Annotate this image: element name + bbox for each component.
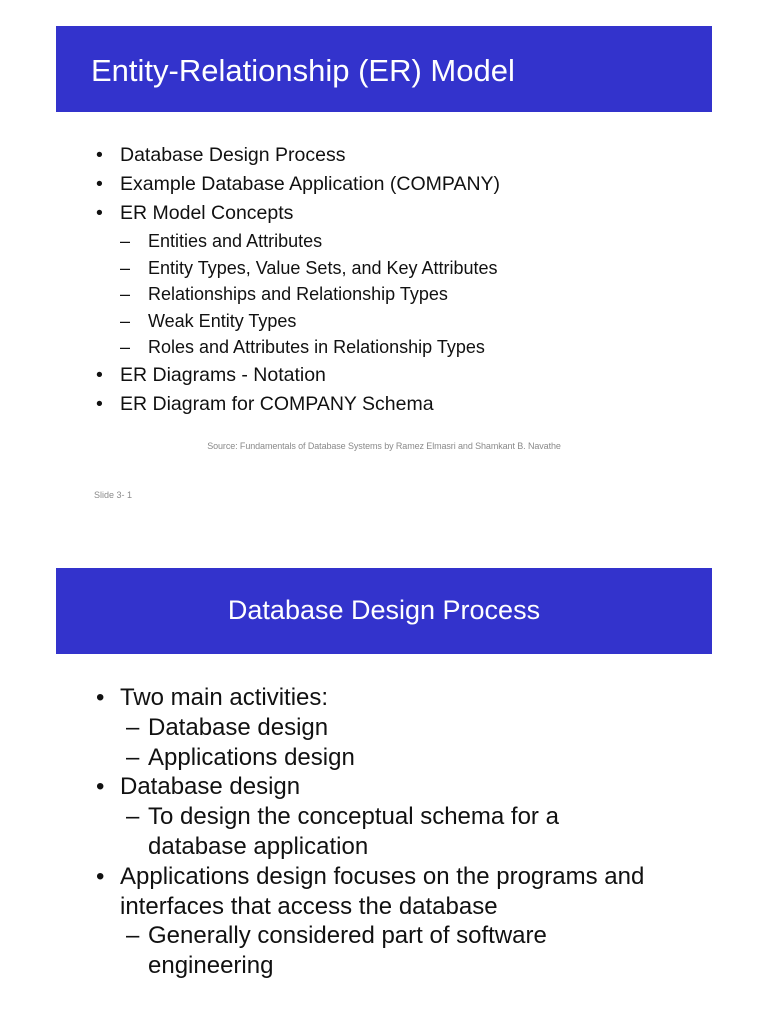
slide1-item-text: ER Diagrams - Notation [120,363,326,386]
dash-marker: – [120,257,131,278]
dash-marker: – [126,803,140,831]
slide2-item-text: interfaces that access the database [120,892,498,920]
bullet-marker: • [96,144,103,166]
slide2-item [96,862,716,892]
slide2-item-continuation [96,892,716,922]
source-citation: Source: Fundamentals of Database Systems by Ramez Elmasri and Shamkant B. Navathe [207,441,561,451]
slide1-subitem [96,228,716,255]
slide2-subitem [96,802,716,832]
dash-marker: – [126,922,140,950]
slide1-item [96,199,716,228]
slide2-subitem-text: database application [148,832,369,860]
slide1-item [96,390,716,419]
dash-marker: – [120,337,131,358]
slide1-subitem [96,308,716,335]
slide2-title-banner [56,568,712,654]
bullet-marker: • [96,773,105,801]
slide1-subitem [96,255,716,282]
slide1-item [96,170,716,199]
slide2-item [96,772,716,802]
slide2-bullet-list [96,683,716,981]
slide2-subitem [96,743,716,773]
slide1-item-text: ER Model Concepts [120,202,294,224]
slide2-subitem-continuation [96,832,716,862]
slide2-item-text: Two main activities: [120,684,329,711]
bullet-marker: • [96,202,103,224]
bullet-marker: • [96,392,103,415]
slide1-title: Entity-Relationship (ER) Model [91,53,515,88]
slide1-item [96,361,716,390]
slide2-subitem-text: Generally considered part of software [148,922,547,950]
slide2-subitem-text: Applications design [148,743,355,771]
slide-number: Slide 3- 1 [94,490,133,500]
dash-marker: – [126,713,140,741]
slide1-bullet-list [96,141,716,419]
dash-marker: – [120,310,131,331]
bullet-marker: • [96,684,105,711]
slide1-item [96,141,716,170]
slide2-subitem-text: To design the conceptual schema for a [148,803,559,831]
slide2-item-text: Database design [120,773,301,801]
slide1-subitem-text: Entities and Attributes [148,231,323,251]
slide2-subitem-continuation [96,951,716,981]
slide2-subitem-text: engineering [148,952,274,980]
slide2-item [96,683,716,713]
bullet-marker: • [96,173,103,195]
bullet-marker: • [96,862,105,890]
slide2-title: Database Design Process [227,595,541,625]
slide1-subitem-text: Relationships and Relationship Types [148,284,448,305]
dash-marker: – [120,231,131,251]
slide1-subitem-text: Entity Types, Value Sets, and Key Attributes [148,257,498,278]
dash-marker: – [126,743,140,771]
slide2-item-text: Applications design focuses on the programs and [120,862,645,890]
slide1-title-banner [56,26,712,112]
slide1-subitem [96,281,716,308]
slide1-item-text: Database Design Process [120,144,346,166]
slide1-item-text: Example Database Application (COMPANY) [120,173,501,195]
slide1-subitem-text: Weak Entity Types [148,310,297,331]
bullet-marker: • [96,363,103,386]
slide1-subitem [96,334,716,361]
slide2-subitem [96,713,716,743]
slide1-subitem-text: Roles and Attributes in Relationship Types [148,337,485,358]
slide2-subitem [96,921,716,951]
slide1-item-text: ER Diagram for COMPANY Schema [120,392,434,415]
dash-marker: – [120,284,131,305]
slide2-subitem-text: Database design [148,713,329,741]
